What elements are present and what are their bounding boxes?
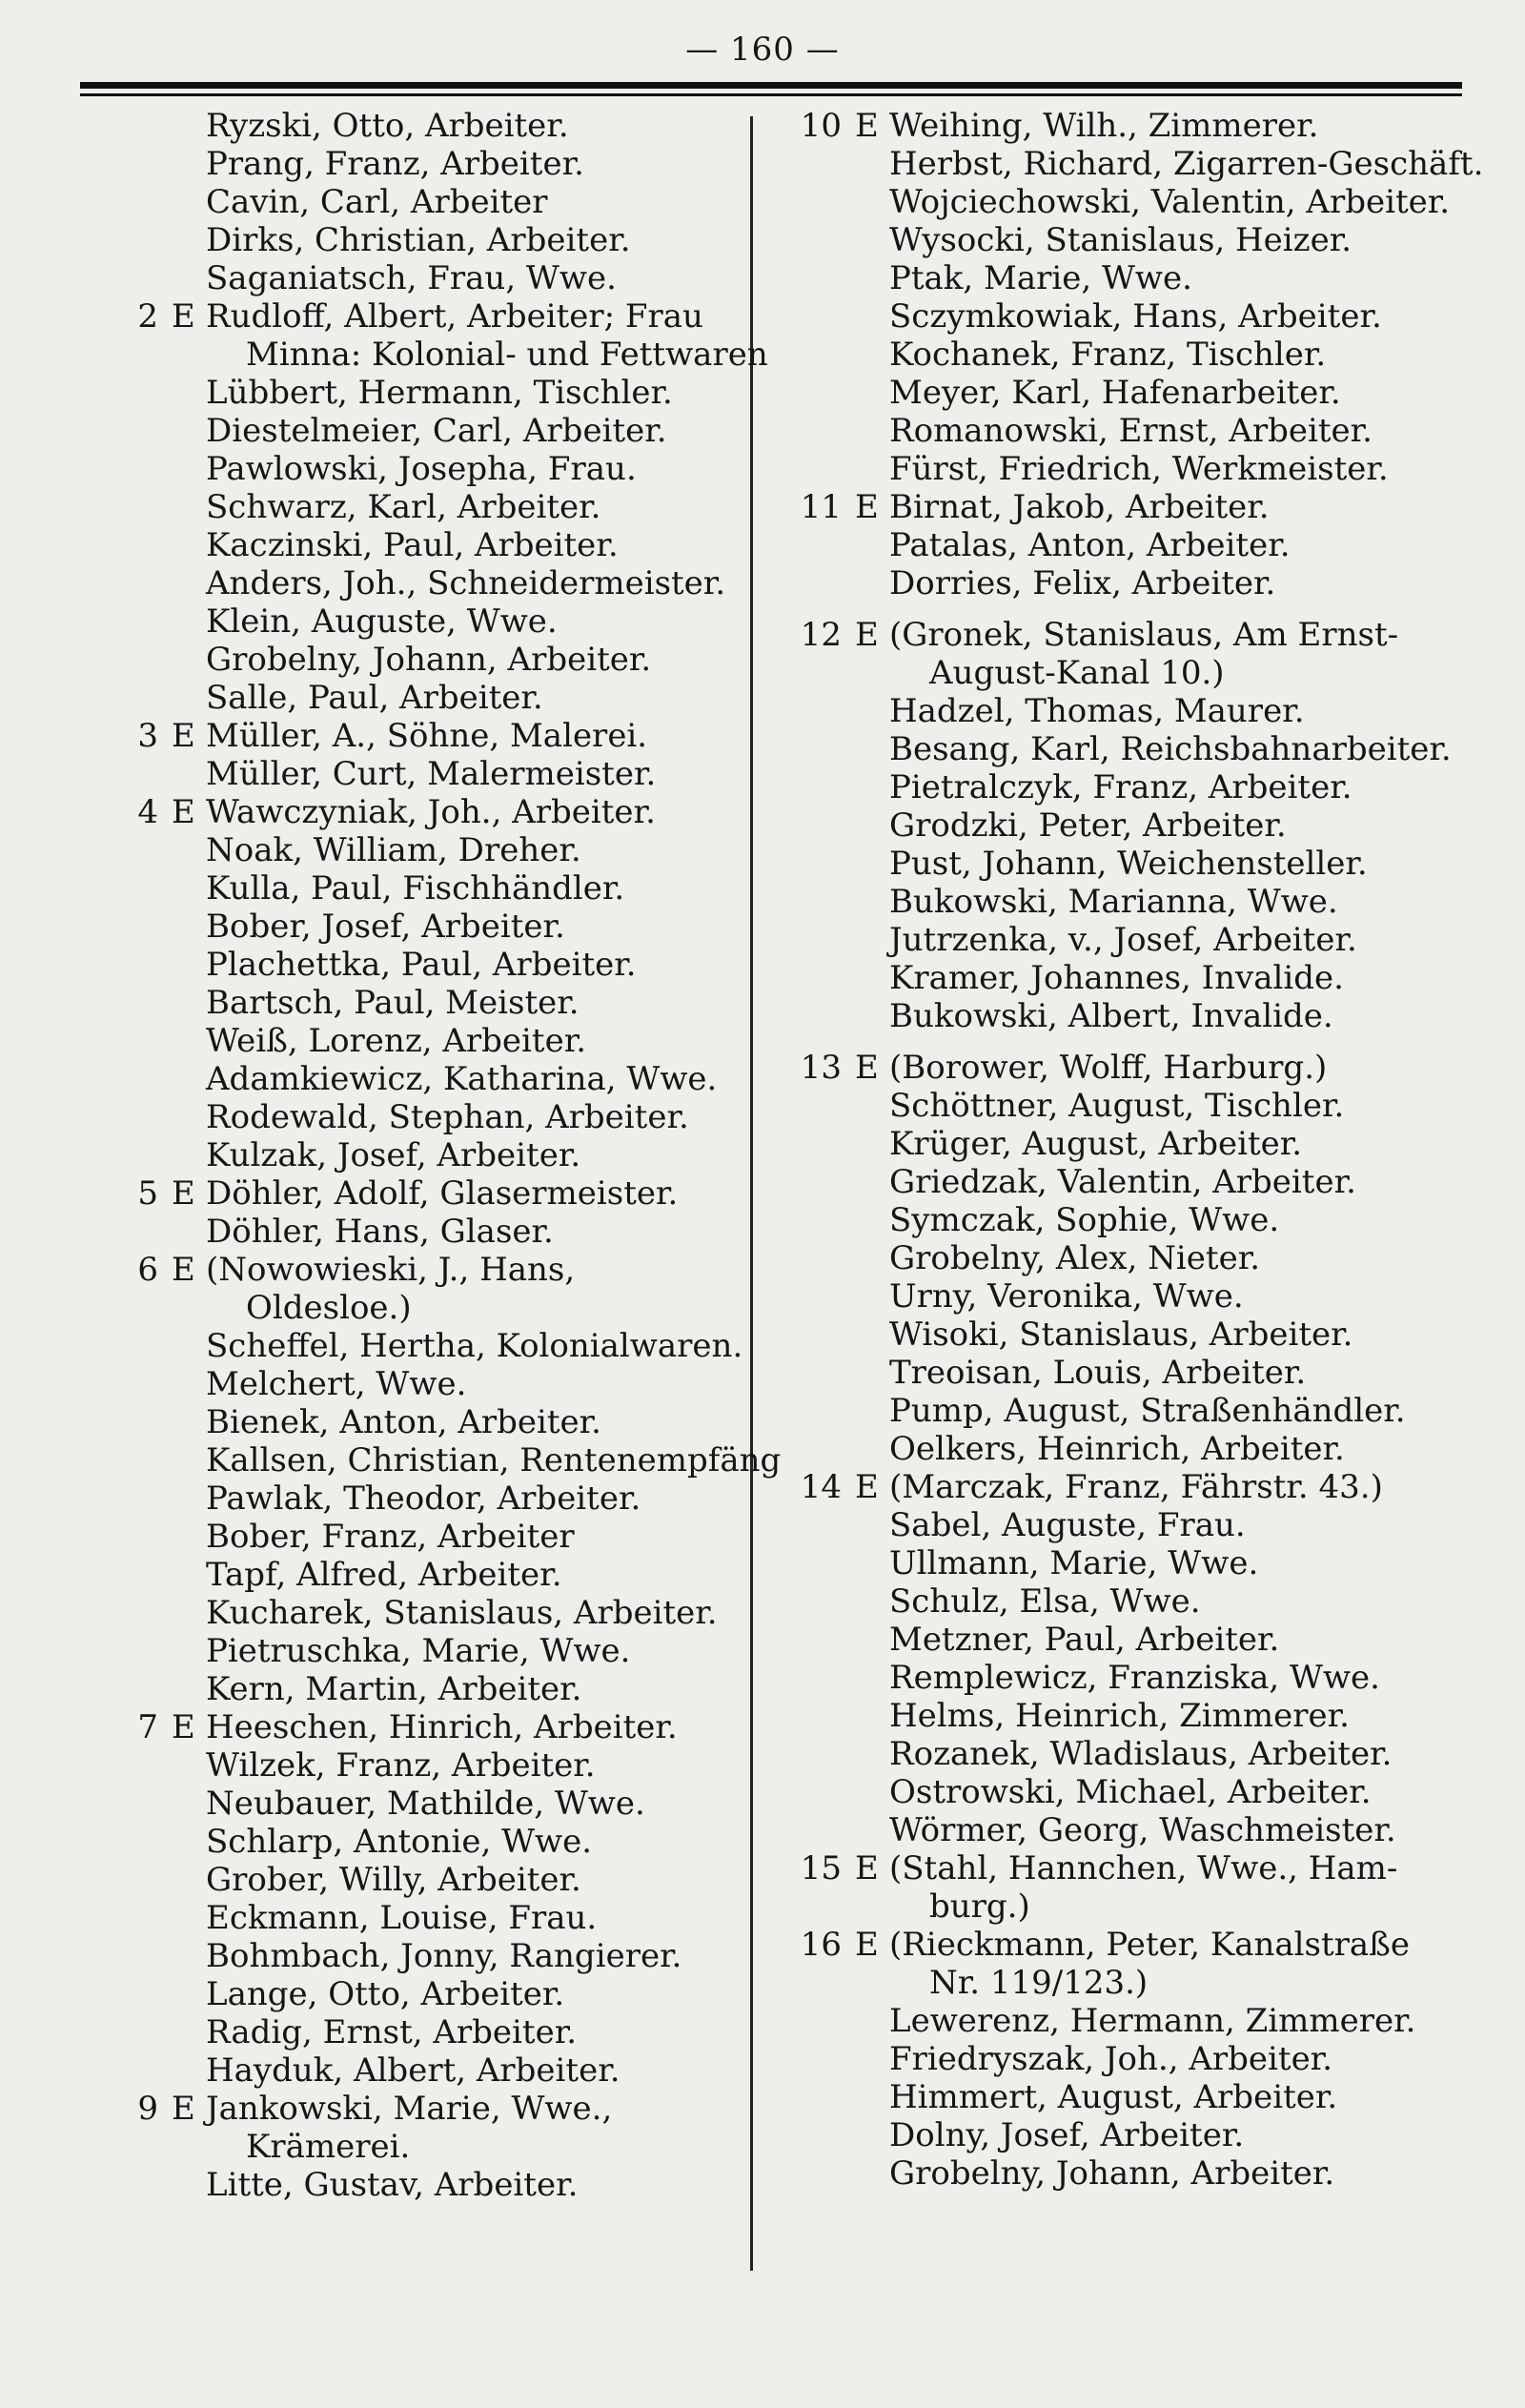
- resident-entry: [112, 641, 742, 679]
- page-number: — 160 —: [685, 31, 840, 69]
- resident-entry: [112, 1823, 742, 1861]
- entry-text: Himmert, August, Arbeiter.: [889, 2078, 1338, 2116]
- entry-text: Bukowski, Albert, Invalide.: [889, 997, 1333, 1035]
- resident-entry: [112, 1022, 742, 1060]
- entry-text: (Gronek, Stanislaus, Am Ernst-: [889, 616, 1399, 654]
- entry-text: Bartsch, Paul, Meister.: [206, 984, 580, 1022]
- entry-text: Cavin, Carl, Arbeiter: [206, 183, 548, 221]
- resident-entry: [112, 1518, 742, 1556]
- resident-entry: [796, 1163, 1463, 1201]
- resident-entry: [796, 1506, 1463, 1544]
- house-entry: [112, 2090, 742, 2128]
- resident-entry: [112, 908, 742, 946]
- entry-text: Grobelny, Alex, Nieter.: [889, 1239, 1261, 1277]
- resident-entry: [112, 183, 742, 221]
- entry-text: August-Kanal 10.): [929, 654, 1225, 692]
- house-number: 6: [137, 1251, 158, 1289]
- entry-text: Pietralczyk, Franz, Arbeiter.: [889, 768, 1352, 806]
- building-marker: E: [172, 1174, 195, 1213]
- resident-entry: [796, 921, 1463, 959]
- resident-entry: [796, 806, 1463, 845]
- resident-entry: [112, 1861, 742, 1899]
- entry-text: Kochanek, Franz, Tischler.: [889, 336, 1327, 374]
- resident-entry: [796, 1392, 1463, 1430]
- entry-text: Patalas, Anton, Arbeiter.: [889, 526, 1291, 564]
- resident-entry: [796, 997, 1463, 1035]
- resident-entry: [112, 946, 742, 984]
- resident-entry: [796, 883, 1463, 921]
- house-entry: [796, 1468, 1463, 1506]
- house-number: 15: [800, 1849, 842, 1888]
- resident-entry: [796, 336, 1463, 374]
- resident-entry: [796, 730, 1463, 768]
- entry-text: Griedzak, Valentin, Arbeiter.: [889, 1163, 1356, 1201]
- entry-text: Schlarp, Antonie, Wwe.: [206, 1823, 593, 1861]
- house-entry: [796, 616, 1463, 654]
- entry-text: (Nowowieski, J., Hans,: [206, 1251, 576, 1289]
- resident-entry: [796, 845, 1463, 883]
- resident-entry: [796, 1582, 1463, 1621]
- house-number: 3: [137, 717, 158, 755]
- building-marker: E: [855, 1849, 879, 1888]
- entry-text: Plachettka, Paul, Arbeiter.: [206, 946, 637, 984]
- resident-entry: [112, 1975, 742, 2013]
- entry-text: Sczymkowiak, Hans, Arbeiter.: [889, 297, 1382, 336]
- entry-text: Hadzel, Thomas, Maurer.: [889, 692, 1305, 730]
- entry-text: Wisoki, Stanislaus, Arbeiter.: [889, 1316, 1353, 1354]
- continuation-line: [796, 654, 1463, 692]
- entry-text: Döhler, Hans, Glaser.: [206, 1213, 554, 1251]
- entry-text: (Borower, Wolff, Harburg.): [889, 1049, 1328, 1087]
- entry-text: Noak, William, Dreher.: [206, 831, 581, 869]
- entry-text: Heeschen, Hinrich, Arbeiter.: [206, 1708, 678, 1746]
- entry-text: Krämerei.: [246, 2128, 411, 2166]
- entry-text: Dorries, Felix, Arbeiter.: [889, 564, 1276, 602]
- entry-text: Ostrowski, Michael, Arbeiter.: [889, 1773, 1372, 1811]
- entry-text: Nr. 119/123.): [929, 1964, 1149, 2002]
- resident-entry: [796, 297, 1463, 336]
- entry-text: Kucharek, Stanislaus, Arbeiter.: [206, 1594, 718, 1632]
- entry-text: Friedryszak, Joh., Arbeiter.: [889, 2040, 1333, 2078]
- house-entry: [112, 297, 742, 336]
- building-marker: E: [172, 793, 195, 831]
- house-number: 16: [800, 1926, 842, 1964]
- resident-entry: [112, 1403, 742, 1441]
- resident-entry: [796, 1659, 1463, 1697]
- house-number: 2: [137, 297, 158, 336]
- entry-text: Grobelny, Johann, Arbeiter.: [889, 2154, 1335, 2193]
- entry-text: Pawlak, Theodor, Arbeiter.: [206, 1479, 641, 1518]
- entry-text: Döhler, Adolf, Glasermeister.: [206, 1174, 679, 1213]
- building-marker: E: [855, 107, 879, 145]
- resident-entry: [796, 450, 1463, 488]
- resident-entry: [796, 1430, 1463, 1468]
- entry-text: Anders, Joh., Schneidermeister.: [206, 564, 726, 602]
- resident-entry: [112, 1365, 742, 1403]
- resident-entry: [112, 1327, 742, 1365]
- house-number: 10: [800, 107, 842, 145]
- resident-entry: [796, 412, 1463, 450]
- resident-entry: [796, 1125, 1463, 1163]
- entry-text: Prang, Franz, Arbeiter.: [206, 145, 584, 183]
- resident-entry: [112, 145, 742, 183]
- resident-entry: [796, 959, 1463, 997]
- entry-text: Schwarz, Karl, Arbeiter.: [206, 488, 601, 526]
- resident-entry: [796, 221, 1463, 259]
- resident-entry: [796, 1811, 1463, 1849]
- entry-text: Wojciechowski, Valentin, Arbeiter.: [889, 183, 1451, 221]
- resident-entry: [796, 1087, 1463, 1125]
- resident-entry: [112, 1670, 742, 1708]
- entry-text: Weiß, Lorenz, Arbeiter.: [206, 1022, 587, 1060]
- building-marker: E: [855, 488, 879, 526]
- house-number: 5: [137, 1174, 158, 1213]
- house-entry: [796, 1049, 1463, 1087]
- entry-text: Scheffel, Hertha, Kolonialwaren.: [206, 1327, 743, 1365]
- resident-entry: [112, 679, 742, 717]
- entry-text: Fürst, Friedrich, Werkmeister.: [889, 450, 1389, 488]
- entry-text: Helms, Heinrich, Zimmerer.: [889, 1697, 1350, 1735]
- house-number: 14: [800, 1468, 842, 1506]
- resident-entry: [112, 412, 742, 450]
- house-number: 11: [800, 488, 842, 526]
- house-entry: [796, 488, 1463, 526]
- entry-text: Bienek, Anton, Arbeiter.: [206, 1403, 601, 1441]
- entry-text: Wörmer, Georg, Waschmeister.: [889, 1811, 1396, 1849]
- entry-text: (Stahl, Hannchen, Wwe., Ham-: [889, 1849, 1398, 1888]
- resident-entry: [112, 1136, 742, 1174]
- resident-entry: [112, 1060, 742, 1098]
- entry-text: Meyer, Karl, Hafenarbeiter.: [889, 374, 1341, 412]
- entry-text: Rudloff, Albert, Arbeiter; Frau: [206, 297, 703, 336]
- entry-text: Schöttner, August, Tischler.: [889, 1087, 1345, 1125]
- building-marker: E: [172, 717, 195, 755]
- entry-text: Symczak, Sophie, Wwe.: [889, 1201, 1280, 1239]
- entry-text: Schulz, Elsa, Wwe.: [889, 1582, 1201, 1621]
- building-marker: E: [855, 1926, 879, 1964]
- entry-text: Kaczinski, Paul, Arbeiter.: [206, 526, 619, 564]
- entry-text: Jutrzenka, v., Josef, Arbeiter.: [889, 921, 1357, 959]
- house-entry: [112, 1174, 742, 1213]
- entry-text: Hayduk, Albert, Arbeiter.: [206, 2051, 620, 2090]
- house-number: 13: [800, 1049, 842, 1087]
- entry-text: Weihing, Wilh., Zimmerer.: [889, 107, 1319, 145]
- resident-entry: [112, 564, 742, 602]
- house-number: 7: [137, 1708, 158, 1746]
- resident-entry: [112, 984, 742, 1022]
- right-column: [796, 107, 1484, 2193]
- entry-text: Radig, Ernst, Arbeiter.: [206, 2013, 578, 2051]
- resident-entry: [796, 2002, 1463, 2040]
- building-marker: E: [172, 1251, 195, 1289]
- entry-text: Minna: Kolonial- und Fettwaren: [246, 336, 768, 374]
- house-entry: [112, 1708, 742, 1746]
- resident-entry: [112, 1441, 782, 1479]
- resident-entry: [112, 1899, 742, 1937]
- house-entry: [796, 107, 1463, 145]
- entry-text: Müller, A., Söhne, Malerei.: [206, 717, 648, 755]
- resident-entry: [796, 768, 1463, 806]
- resident-entry: [112, 1937, 742, 1975]
- resident-entry: [112, 1213, 742, 1251]
- entry-text: Klein, Auguste, Wwe.: [206, 602, 558, 641]
- house-number: 12: [800, 616, 842, 654]
- entry-text: Remplewicz, Franziska, Wwe.: [889, 1659, 1380, 1697]
- resident-entry: [112, 221, 742, 259]
- resident-entry: [796, 1773, 1463, 1811]
- resident-entry: [112, 831, 742, 869]
- column-divider: [750, 116, 753, 2271]
- resident-entry: [112, 1479, 742, 1518]
- resident-entry: [112, 107, 742, 145]
- entry-text: Dolny, Josef, Arbeiter.: [889, 2116, 1245, 2154]
- house-entry: [796, 1849, 1463, 1888]
- entry-text: (Marczak, Franz, Fährstr. 43.): [889, 1468, 1383, 1506]
- resident-entry: [796, 564, 1463, 602]
- entry-text: Kallsen, Christian, Rentenempfäng: [206, 1441, 782, 1479]
- entry-text: burg.): [929, 1888, 1030, 1926]
- continuation-line: [796, 1888, 1463, 1926]
- section-gap: [796, 1035, 1463, 1049]
- entry-text: Jankowski, Marie, Wwe.,: [206, 2090, 613, 2128]
- resident-entry: [112, 869, 742, 908]
- entry-text: Kern, Martin, Arbeiter.: [206, 1670, 582, 1708]
- resident-entry: [112, 1785, 742, 1823]
- resident-entry: [112, 2166, 742, 2204]
- resident-entry: [796, 1735, 1463, 1773]
- resident-entry: [112, 1098, 742, 1136]
- building-marker: E: [855, 616, 879, 654]
- resident-entry: [796, 374, 1463, 412]
- entry-text: Müller, Curt, Malermeister.: [206, 755, 657, 793]
- entry-text: (Rieckmann, Peter, Kanalstraße: [889, 1926, 1410, 1964]
- resident-entry: [112, 1594, 742, 1632]
- entry-text: Bober, Josef, Arbeiter.: [206, 908, 565, 946]
- entry-text: Ryzski, Otto, Arbeiter.: [206, 107, 569, 145]
- left-column: [112, 107, 782, 2204]
- entry-text: Pawlowski, Josepha, Frau.: [206, 450, 637, 488]
- resident-entry: [112, 2013, 742, 2051]
- resident-entry: [796, 1544, 1463, 1582]
- resident-entry: [796, 1697, 1463, 1735]
- entry-text: Besang, Karl, Reichsbahnarbeiter.: [889, 730, 1452, 768]
- house-entry: [112, 1251, 742, 1289]
- house-entry: [112, 717, 742, 755]
- resident-entry: [796, 2040, 1463, 2078]
- entry-text: Lange, Otto, Arbeiter.: [206, 1975, 565, 2013]
- resident-entry: [112, 755, 742, 793]
- entry-text: Melchert, Wwe.: [206, 1365, 467, 1403]
- resident-entry: [796, 1201, 1463, 1239]
- entry-text: Kulla, Paul, Fischhändler.: [206, 869, 625, 908]
- building-marker: E: [172, 2090, 195, 2128]
- building-marker: E: [855, 1049, 879, 1087]
- resident-entry: [796, 145, 1484, 183]
- entry-text: Dirks, Christian, Arbeiter.: [206, 221, 631, 259]
- continuation-line: [112, 336, 768, 374]
- building-marker: E: [172, 297, 195, 336]
- resident-entry: [112, 450, 742, 488]
- entry-text: Sabel, Auguste, Frau.: [889, 1506, 1246, 1544]
- house-entry: [112, 793, 742, 831]
- entry-text: Lewerenz, Hermann, Zimmerer.: [889, 2002, 1416, 2040]
- entry-text: Kramer, Johannes, Invalide.: [889, 959, 1344, 997]
- entry-text: Treoisan, Louis, Arbeiter.: [889, 1354, 1307, 1392]
- entry-text: Birnat, Jakob, Arbeiter.: [889, 488, 1270, 526]
- entry-text: Oelkers, Heinrich, Arbeiter.: [889, 1430, 1345, 1468]
- entry-text: Herbst, Richard, Zigarren-Geschäft.: [889, 145, 1484, 183]
- header-rule-thin: [80, 93, 1462, 96]
- entry-text: Grober, Willy, Arbeiter.: [206, 1861, 581, 1899]
- entry-text: Diestelmeier, Carl, Arbeiter.: [206, 412, 667, 450]
- entry-text: Romanowski, Ernst, Arbeiter.: [889, 412, 1372, 450]
- house-entry: [796, 1926, 1463, 1964]
- entry-text: Ptak, Marie, Wwe.: [889, 259, 1192, 297]
- resident-entry: [112, 374, 742, 412]
- section-gap: [796, 602, 1463, 616]
- resident-entry: [112, 1746, 742, 1785]
- entry-text: Urny, Veronika, Wwe.: [889, 1277, 1244, 1316]
- entry-text: Pump, August, Straßenhändler.: [889, 1392, 1406, 1430]
- entry-text: Salle, Paul, Arbeiter.: [206, 679, 543, 717]
- resident-entry: [796, 259, 1463, 297]
- resident-entry: [112, 259, 742, 297]
- building-marker: E: [855, 1468, 879, 1506]
- resident-entry: [796, 1621, 1463, 1659]
- resident-entry: [112, 602, 742, 641]
- continuation-line: [796, 1964, 1463, 2002]
- resident-entry: [112, 488, 742, 526]
- continuation-line: [112, 2128, 742, 2166]
- building-marker: E: [172, 1708, 195, 1746]
- continuation-line: [112, 1289, 742, 1327]
- entry-text: Adamkiewicz, Katharina, Wwe.: [206, 1060, 718, 1098]
- entry-text: Rozanek, Wladislaus, Arbeiter.: [889, 1735, 1393, 1773]
- entry-text: Bohmbach, Jonny, Rangierer.: [206, 1937, 682, 1975]
- entry-text: Oldesloe.): [246, 1289, 412, 1327]
- entry-text: Bober, Franz, Arbeiter: [206, 1518, 575, 1556]
- resident-entry: [796, 692, 1463, 730]
- entry-text: Grobelny, Johann, Arbeiter.: [206, 641, 652, 679]
- entry-text: Bukowski, Marianna, Wwe.: [889, 883, 1338, 921]
- entry-text: Eckmann, Louise, Frau.: [206, 1899, 598, 1937]
- entry-text: Wysocki, Stanislaus, Heizer.: [889, 221, 1352, 259]
- entry-text: Pietruschka, Marie, Wwe.: [206, 1632, 631, 1670]
- entry-text: Lübbert, Hermann, Tischler.: [206, 374, 673, 412]
- resident-entry: [112, 526, 742, 564]
- entry-text: Ullmann, Marie, Wwe.: [889, 1544, 1259, 1582]
- resident-entry: [796, 2154, 1463, 2193]
- resident-entry: [112, 2051, 742, 2090]
- entry-text: Tapf, Alfred, Arbeiter.: [206, 1556, 562, 1594]
- entry-text: Litte, Gustav, Arbeiter.: [206, 2166, 579, 2204]
- resident-entry: [796, 1277, 1463, 1316]
- resident-entry: [796, 183, 1463, 221]
- header-rule-thick: [80, 82, 1462, 89]
- house-number: 4: [137, 793, 158, 831]
- entry-text: Metzner, Paul, Arbeiter.: [889, 1621, 1280, 1659]
- resident-entry: [112, 1556, 742, 1594]
- entry-text: Saganiatsch, Frau, Wwe.: [206, 259, 617, 297]
- entry-text: Wawczyniak, Joh., Arbeiter.: [206, 793, 656, 831]
- resident-entry: [796, 1239, 1463, 1277]
- resident-entry: [112, 1632, 742, 1670]
- resident-entry: [796, 526, 1463, 564]
- entry-text: Rodewald, Stephan, Arbeiter.: [206, 1098, 689, 1136]
- entry-text: Grodzki, Peter, Arbeiter.: [889, 806, 1287, 845]
- entry-text: Pust, Johann, Weichensteller.: [889, 845, 1368, 883]
- resident-entry: [796, 2116, 1463, 2154]
- entry-text: Neubauer, Mathilde, Wwe.: [206, 1785, 645, 1823]
- resident-entry: [796, 2078, 1463, 2116]
- resident-entry: [796, 1316, 1463, 1354]
- entry-text: Wilzek, Franz, Arbeiter.: [206, 1746, 596, 1785]
- house-number: 9: [137, 2090, 158, 2128]
- entry-text: Kulzak, Josef, Arbeiter.: [206, 1136, 581, 1174]
- resident-entry: [796, 1354, 1463, 1392]
- entry-text: Krüger, August, Arbeiter.: [889, 1125, 1303, 1163]
